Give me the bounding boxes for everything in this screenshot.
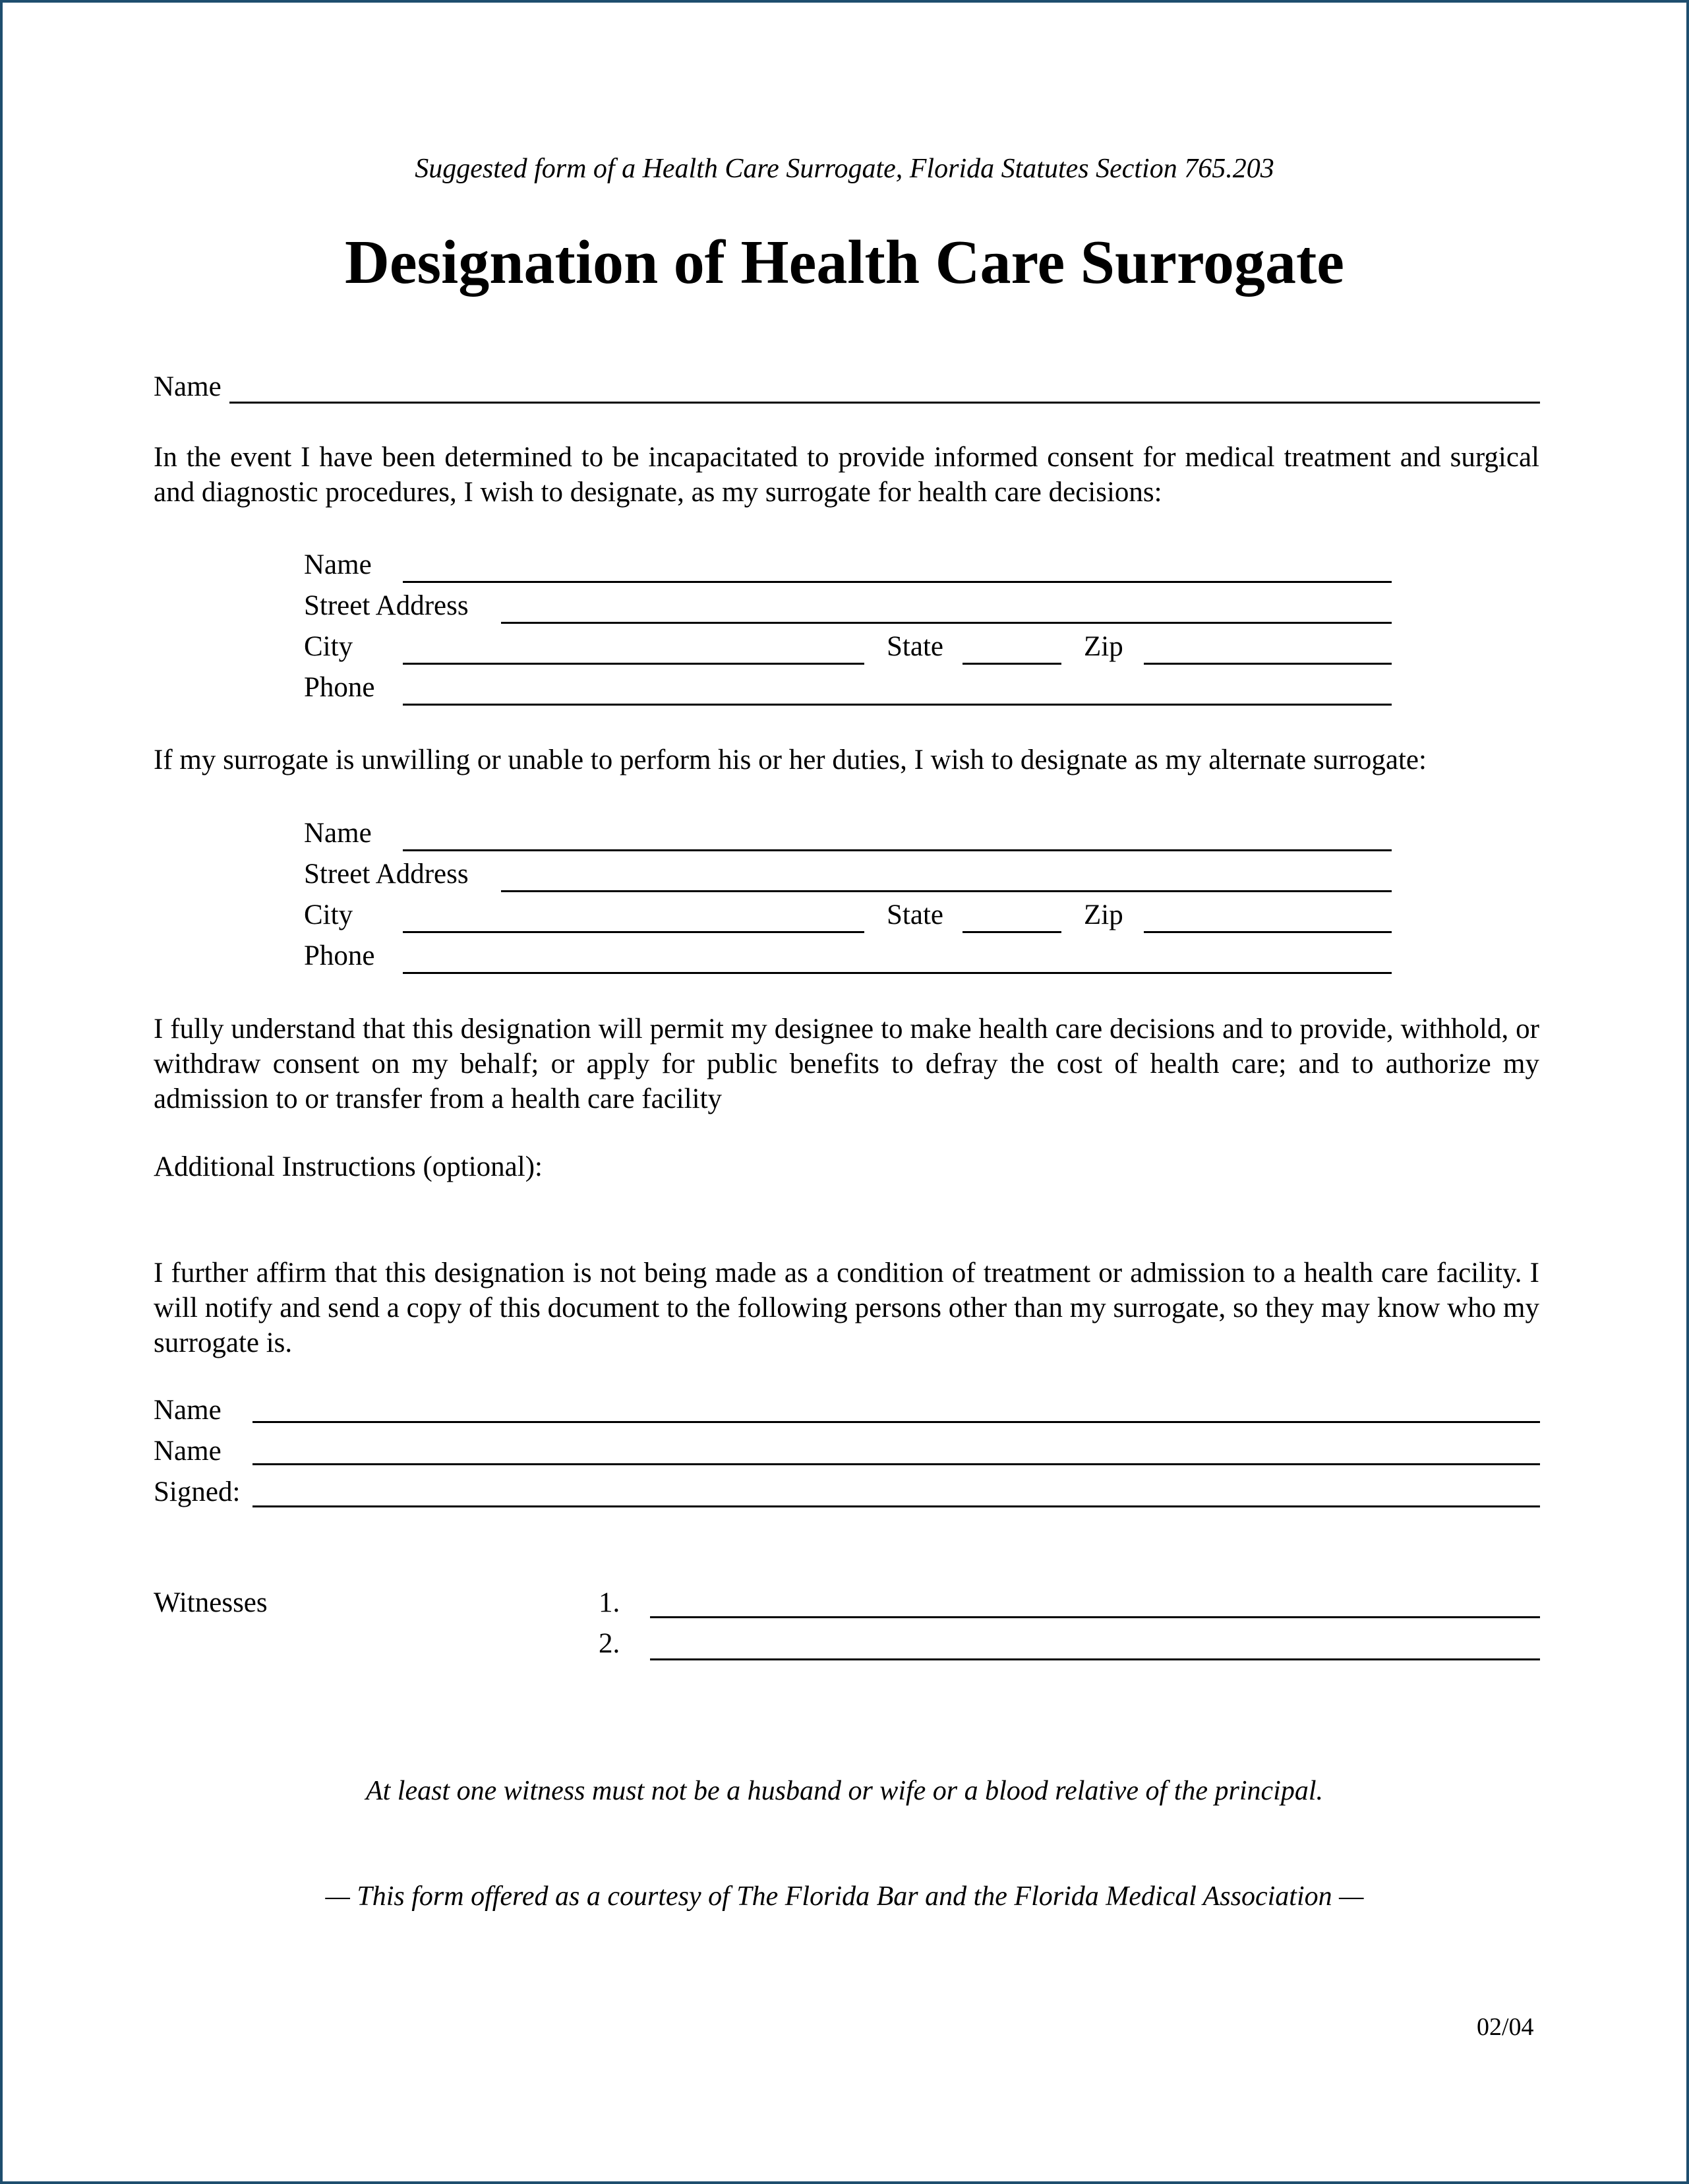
surrogate-zip-label: Zip — [1084, 631, 1123, 662]
surrogate-street-label: Street Address — [304, 590, 469, 621]
alternate-state-field[interactable] — [963, 931, 1061, 933]
witness-1-number: 1. — [599, 1587, 620, 1618]
alternate-street-field[interactable] — [501, 890, 1392, 892]
notify-name-2-field[interactable] — [252, 1463, 1540, 1465]
alternate-name-label: Name — [304, 818, 372, 849]
notify-name-1-field[interactable] — [252, 1421, 1540, 1423]
surrogate-name-label: Name — [304, 549, 372, 580]
surrogate-phone-field[interactable] — [403, 704, 1392, 706]
additional-instructions-label: Additional Instructions (optional): — [154, 1151, 543, 1182]
surrogate-phone-label: Phone — [304, 672, 375, 703]
principal-name-label: Name — [154, 371, 222, 402]
courtesy-note: — This form offered as a courtesy of The Florida Bar and the Florida Medical Association — — [325, 1881, 1364, 1912]
surrogate-zip-field[interactable] — [1144, 663, 1392, 665]
alternate-city-label: City — [304, 899, 353, 930]
surrogate-state-label: State — [887, 631, 943, 662]
alternate-intro: If my surrogate is unwilling or unable to perform his or her duties, I wish to designate as my alternate surrogate: — [154, 744, 1427, 775]
witnesses-label: Witnesses — [154, 1587, 268, 1618]
alternate-phone-label: Phone — [304, 940, 375, 971]
alternate-zip-label: Zip — [1084, 899, 1123, 930]
intro-paragraph: In the event I have been determined to be incapacitated to provide informed consent for medical treatment and surgical and diagnostic procedures, I wish to designate, as my surrogate for health care decisions: — [154, 442, 1539, 508]
surrogate-city-label: City — [304, 631, 353, 662]
surrogate-street-field[interactable] — [501, 622, 1392, 624]
surrogate-state-field[interactable] — [963, 663, 1061, 665]
alternate-zip-field[interactable] — [1144, 931, 1392, 933]
witness-note: At least one witness must not be a husband or wife or a blood relative of the principal. — [365, 1776, 1323, 1806]
witness-2-number: 2. — [599, 1628, 620, 1659]
alternate-street-label: Street Address — [304, 859, 469, 890]
surrogate-name-field[interactable] — [403, 581, 1392, 583]
witness-1-field[interactable] — [650, 1616, 1540, 1618]
witness-2-field[interactable] — [650, 1658, 1540, 1660]
principal-name-field[interactable] — [229, 402, 1540, 404]
affirm-paragraph: I further affirm that this designation is not being made as a condition of treatment or admission to a health care facility. I will notify and send a copy of this document to the following persons other than my surrogate, so they may know who my surrogate is. — [154, 1258, 1539, 1358]
signed-label: Signed: — [154, 1476, 241, 1507]
alternate-state-label: State — [887, 899, 943, 930]
form-title: Designation of Health Care Surrogate — [344, 228, 1345, 297]
form-revision-code: 02/04 — [1477, 2013, 1534, 2041]
understanding-paragraph: I fully understand that this designation will permit my designee to make health care decisions and to provide, withhold, or withdraw consent on my behalf; or apply for public benefits to defray the cost of health care; and to authorize my admission to or transfer from a health care facility — [154, 1014, 1539, 1114]
notify-name-1-label: Name — [154, 1395, 222, 1426]
alternate-name-field[interactable] — [403, 849, 1392, 851]
form-subtitle: Suggested form of a Health Care Surrogate, Florida Statutes Section 765.203 — [415, 154, 1274, 184]
signature-field[interactable] — [252, 1505, 1540, 1507]
notify-name-2-label: Name — [154, 1436, 222, 1467]
alternate-city-field[interactable] — [403, 931, 864, 933]
surrogate-city-field[interactable] — [403, 663, 864, 665]
alternate-phone-field[interactable] — [403, 972, 1392, 974]
